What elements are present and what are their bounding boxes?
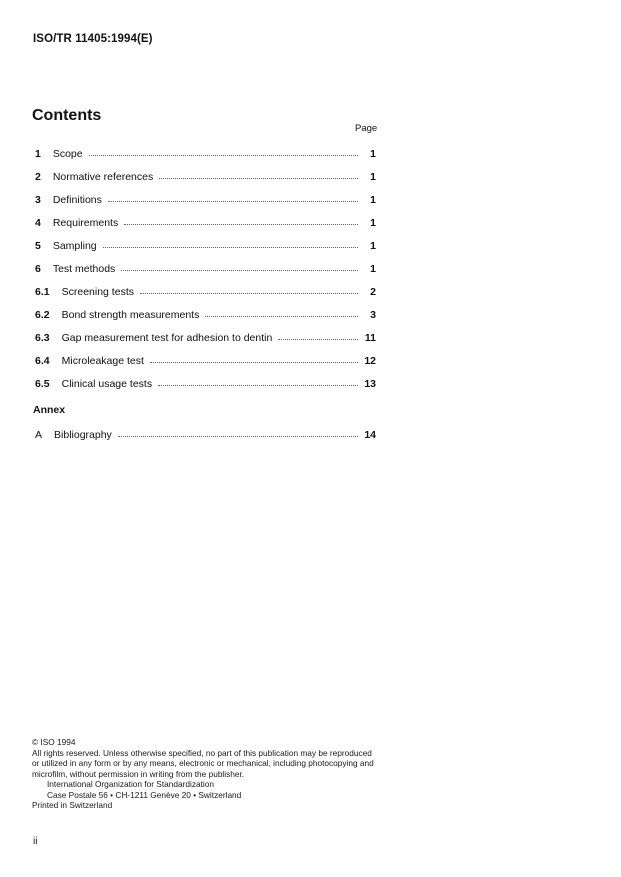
toc-entry-screening-tests[interactable] [35,285,376,299]
dot-leader [158,376,358,386]
toc-entry-normative-references[interactable] [35,170,376,184]
dot-leader [159,169,358,179]
dot-leader [118,427,358,437]
toc-title: Bond strength measurements [61,309,200,321]
document-id: ISO/TR 11405:1994(E) [33,33,153,45]
dot-leader [278,330,358,340]
toc-page: 13 [364,378,376,390]
toc-entry-bond-strength[interactable] [35,308,376,322]
toc-number: 6.3 [35,332,50,344]
toc-page: 1 [370,217,376,229]
toc-number: 6.2 [35,309,50,321]
toc-page: 1 [370,240,376,252]
toc-entry-bibliography[interactable] [35,428,376,442]
toc-title: Requirements [52,217,119,229]
organization-address: Case Postale 56 • CH-1211 Genève 20 • Switzerland [47,789,242,800]
toc-entry-test-methods[interactable] [35,262,376,276]
dot-leader [124,215,358,225]
toc-page: 3 [370,309,376,321]
toc-title: Clinical usage tests [61,378,153,390]
toc-number: 2 [35,171,41,183]
toc-entry-microleakage[interactable] [35,354,376,368]
toc-number: A [35,429,43,441]
toc-number: 6.4 [35,355,50,367]
toc-page: 1 [370,148,376,160]
toc-number: 6 [35,263,41,275]
page-column-label: Page [355,123,378,134]
toc-number: 5 [35,240,41,252]
toc-number: 6.1 [35,286,50,298]
dot-leader [140,284,358,294]
toc-entry-sampling[interactable] [35,239,376,253]
printed-location: Printed in Switzerland [32,800,113,810]
toc-entry-gap-measurement[interactable] [35,331,376,345]
toc-title: Test methods [52,263,116,275]
dot-leader [121,261,358,271]
toc-entry-definitions[interactable] [35,193,376,207]
toc-page: 1 [370,194,376,206]
toc-title: Normative references [52,171,154,183]
toc-number: 1 [35,148,41,160]
toc-page: 14 [364,429,376,441]
contents-title: Contents [32,107,102,124]
toc-entry-requirements[interactable] [35,216,376,230]
toc-page: 1 [370,263,376,275]
rights-text: microfilm, without permission in writing from the publisher. [32,768,245,779]
toc-entry-scope[interactable] [35,147,376,161]
rights-text: All rights reserved. Unless otherwise specified, no part of this publication may be reproduced [32,747,372,758]
toc-page: 11 [364,332,376,344]
toc-page: 1 [370,171,376,183]
toc-page: 2 [370,286,376,298]
dot-leader [103,238,358,248]
toc-number: 6.5 [35,378,50,390]
toc-page: 12 [364,355,376,367]
dot-leader [89,146,358,156]
rights-text: or utilized in any form or by any means, electronic or mechanical, including photocopying and [32,758,374,768]
dot-leader [150,353,358,363]
copyright-line: © ISO 1994 [32,737,76,747]
annex-heading: Annex [33,404,66,416]
toc-title: Bibliography [54,429,112,441]
toc-title: Scope [52,148,83,160]
toc-entry-clinical-usage[interactable] [35,377,376,391]
toc-title: Screening tests [61,286,134,298]
dot-leader [205,307,358,317]
copyright-notice [32,737,382,811]
toc-title: Definitions [52,194,102,206]
organization-name: International Organization for Standardization [47,779,214,789]
toc-title: Sampling [52,240,97,252]
toc-number: 3 [35,194,41,206]
dot-leader [108,192,358,202]
toc-number: 4 [35,217,41,229]
page-number: ii [33,836,38,847]
toc-title: Microleakage test [61,355,144,367]
toc-title: Gap measurement test for adhesion to dentin [61,332,273,344]
